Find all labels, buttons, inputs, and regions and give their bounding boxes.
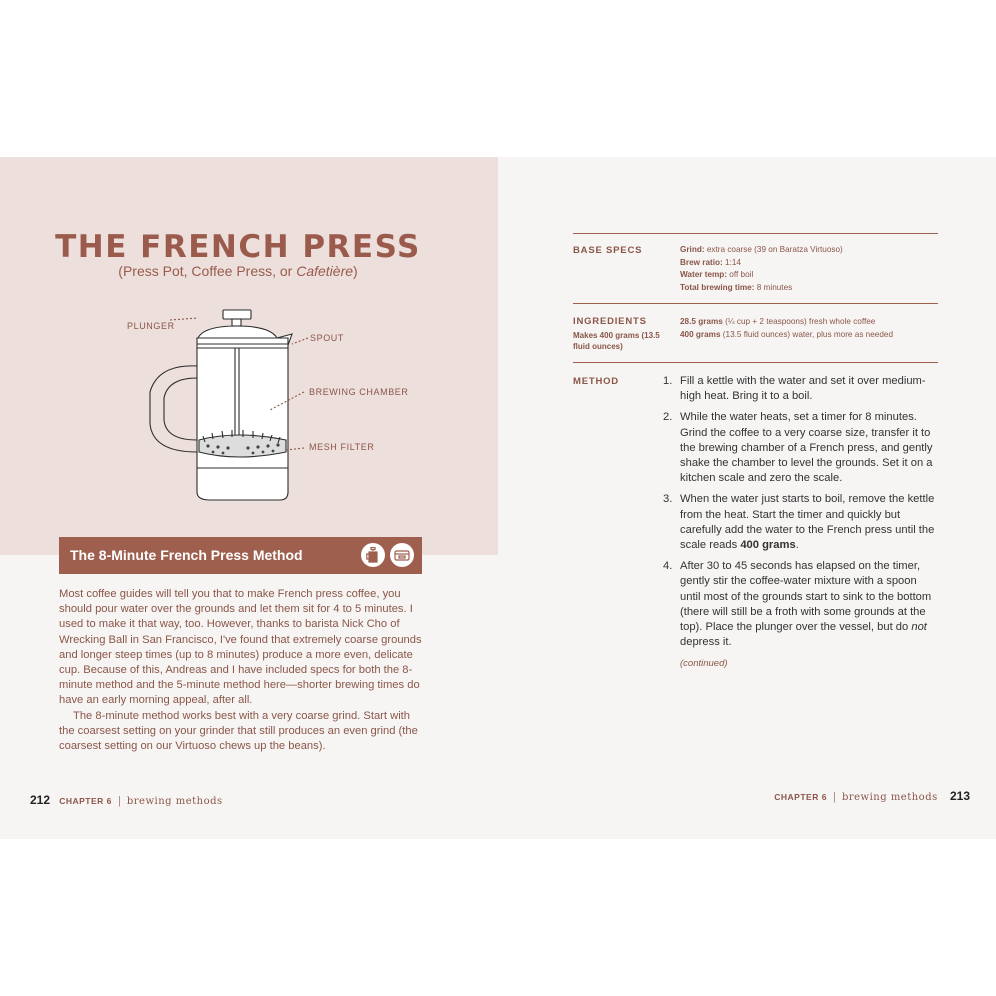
- spec-line: Brew ratio: 1:14: [680, 257, 741, 267]
- step-text: When the water just starts to boil, remove the kettle from the heat. Start the timer and quickly but carefully add the water to the French press until the scale reads: [680, 493, 935, 552]
- method-title-bar: [59, 537, 422, 574]
- ingredient-line: 400 grams (13.5 fluid ounces) water, plus more as needed: [680, 329, 894, 339]
- method-step: [663, 559, 939, 650]
- step-text: While the water heats, set a timer for 8 minutes. Grind the coffee to a very coarse size, transfer it to the brewing chamber of a French press, and gently shake the chamber to level the grounds. Set it on a kitchen scale and zero the scale.: [680, 411, 933, 485]
- french-press-badge-icon: [361, 543, 385, 567]
- left-page-number: 212: [30, 793, 51, 807]
- step-text: not: [911, 621, 927, 634]
- label-brewing-chamber: BREWING CHAMBER: [309, 387, 409, 397]
- divider-middle: [573, 303, 938, 304]
- spec-line: Water temp: off boil: [680, 270, 754, 279]
- label-spout: SPOUT: [310, 333, 345, 343]
- ingredients-values: [680, 316, 938, 341]
- intro-paragraph-1: Most coffee guides will tell you that to make French press coffee, you should pour water over the grounds and let them sit for 4 to 5 minutes. I used to make it that way, too. However, thanks to barista Nick Cho of Wrecking Ball in San Francisco, I've found that extremely coarse grounds and longer steep times (up to 8 minutes) produce a more even, delicate cup. Because of this, Andreas and I have included specs for both the 8-minute method and the 5-minute method here—shorter brewing times do have an early morning appeal, after all.: [59, 588, 422, 707]
- base-specs-label: BASE SPECS: [573, 245, 643, 256]
- step-number: 2.: [663, 411, 673, 424]
- left-page-footer: [30, 793, 223, 807]
- ingredient-line: 28.5 grams (¼ cup + 2 teaspoons) fresh whole coffee: [680, 317, 876, 326]
- french-press-illustration: [120, 302, 420, 502]
- subtitle-plain: (Press Pot, Coffee Press, or: [118, 263, 297, 279]
- subtitle-italic: Cafetière: [296, 263, 354, 279]
- right-page-footer: [774, 789, 970, 803]
- page-title: THE FRENCH PRESS: [55, 229, 421, 265]
- method-step: [663, 410, 939, 486]
- subtitle-close: ): [353, 263, 358, 279]
- step-text: .: [795, 539, 799, 552]
- intro-body-text: [59, 587, 425, 754]
- ingredients-makes: Makes 400 grams (13.5 fluid ounces): [573, 331, 660, 351]
- spec-line: Grind: extra coarse (39 on Baratza Virtuoso): [680, 245, 843, 254]
- right-section-label: brewing methods: [841, 792, 938, 803]
- ingredients-label: INGREDIENTS: [573, 316, 647, 327]
- left-footer-separator: |: [117, 795, 121, 807]
- method-step: [663, 374, 939, 404]
- step-number: 1.: [663, 375, 673, 387]
- right-chapter-label: CHAPTER 6: [774, 792, 827, 802]
- step-text: After 30 to 45 seconds has elapsed on the timer, gently stir the coffee-water mixture with a spoon until most of the grounds start to sink to the bottom (there will still be a froth with some grounds at the top). Place the plunger over the vessel, but do: [680, 560, 932, 634]
- left-section-label: brewing methods: [126, 796, 223, 807]
- intro-paragraph-2: The 8-minute method works best with a very coarse grind. Start with the coarsest setting on your grinder that still produces an even grind (the coarsest setting on our Virtuoso chews up the beans).: [59, 709, 418, 753]
- scale-badge-icon: [390, 543, 414, 567]
- step-text: depress it.: [680, 636, 732, 649]
- step-number: 3.: [663, 493, 673, 506]
- divider-bottom: [573, 362, 938, 363]
- page-subtitle: [0, 263, 476, 279]
- label-plunger: PLUNGER: [127, 321, 175, 331]
- base-specs-values: [680, 244, 938, 294]
- step-number: 4.: [663, 560, 673, 573]
- step-text: Fill a kettle with the water and set it over medium-high heat. Bring it to a boil.: [680, 375, 926, 403]
- method-steps: [663, 374, 939, 672]
- label-mesh-filter: MESH FILTER: [309, 442, 375, 452]
- right-footer-separator: |: [833, 791, 836, 803]
- divider-top: [573, 233, 938, 234]
- continued-note: (continued): [680, 658, 728, 670]
- method-title: The 8-Minute French Press Method: [70, 547, 303, 563]
- book-spread: [0, 157, 996, 839]
- right-page-number: 213: [949, 789, 970, 803]
- step-text: 400 grams: [740, 539, 796, 552]
- spec-line: Total brewing time: 8 minutes: [680, 282, 793, 292]
- method-label: METHOD: [573, 376, 619, 387]
- left-chapter-label: CHAPTER 6: [59, 796, 112, 806]
- method-step: [663, 492, 939, 553]
